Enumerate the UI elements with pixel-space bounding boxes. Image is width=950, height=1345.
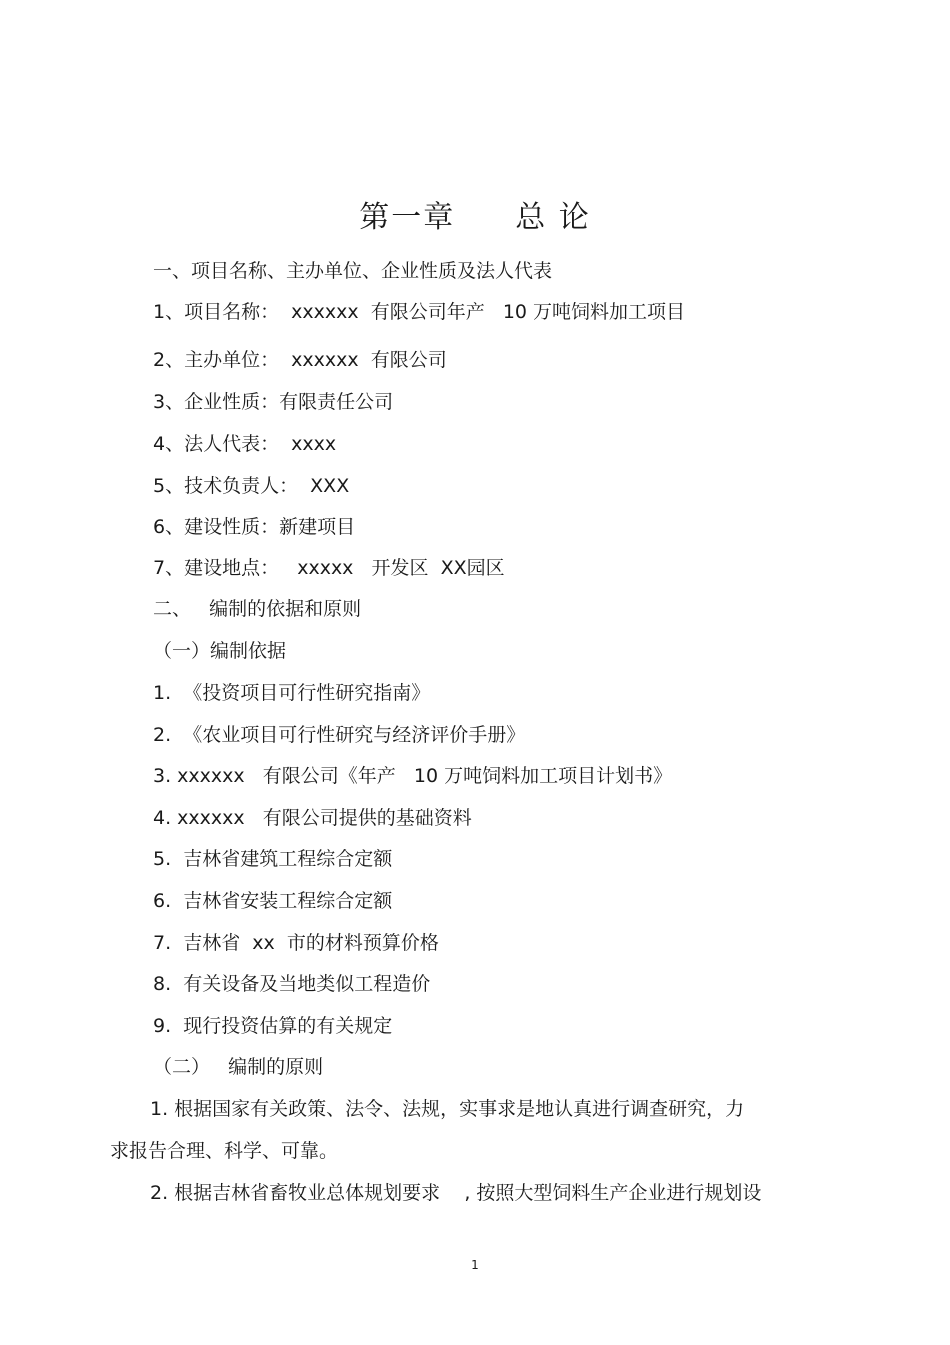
subsection-principles: （二） 编制的原则 <box>153 1056 324 1078</box>
basis-item-4: 4. xxxxxx 有限公司提供的基础资料 <box>153 807 472 829</box>
basis-item-6: 6. 吉林省安装工程综合定额 <box>153 890 393 912</box>
page-number: 1 <box>471 1258 479 1272</box>
tech-lead-line: 5、技术负责人： XXX <box>153 475 350 497</box>
sponsor-line: 2、主办单位： xxxxxx 有限公司 <box>153 349 447 371</box>
basis-item-9: 9. 现行投资估算的有关规定 <box>153 1015 393 1037</box>
principle-2-line-1: 2. 根据吉林省畜牧业总体规划要求 , 按照大型饲料生产企业进行规划设 <box>150 1182 762 1204</box>
section-heading-1: 一、项目名称、主办单位、企业性质及法人代表 <box>153 260 553 282</box>
basis-item-1: 1. 《投资项目可行性研究指南》 <box>153 682 431 704</box>
basis-item-5: 5. 吉林省建筑工程综合定额 <box>153 848 393 870</box>
project-name-line: 1、项目名称： xxxxxx 有限公司年产 10 万吨饲料加工项目 <box>153 301 686 323</box>
subsection-basis: （一）编制依据 <box>153 640 287 662</box>
legal-rep-line: 4、法人代表： xxxx <box>153 433 337 455</box>
principle-1-line-1: 1. 根据国家有关政策、法令、法规，实事求是地认真进行调查研究，力 <box>150 1098 745 1120</box>
basis-item-3: 3. xxxxxx 有限公司《年产 10 万吨饲料加工项目计划书》 <box>153 765 673 787</box>
chapter-number: 第一章 <box>359 200 456 235</box>
chapter-name: 总 论 <box>515 200 591 235</box>
basis-item-2: 2. 《农业项目可行性研究与经济评价手册》 <box>153 724 526 746</box>
chapter-title <box>0 192 950 236</box>
basis-item-8: 8. 有关设备及当地类似工程造价 <box>153 973 431 995</box>
enterprise-nature-line: 3、企业性质：有限责任公司 <box>153 391 394 413</box>
basis-item-7: 7. 吉林省 xx 市的材料预算价格 <box>153 932 439 954</box>
construction-site-line: 7、建设地点： xxxxx 开发区 XX园区 <box>153 557 505 579</box>
principle-1-line-2: 求报告合理、科学、可靠。 <box>110 1140 339 1162</box>
section-heading-2: 二、 编制的依据和原则 <box>153 598 362 620</box>
construction-nature-line: 6、建设性质：新建项目 <box>153 516 356 538</box>
